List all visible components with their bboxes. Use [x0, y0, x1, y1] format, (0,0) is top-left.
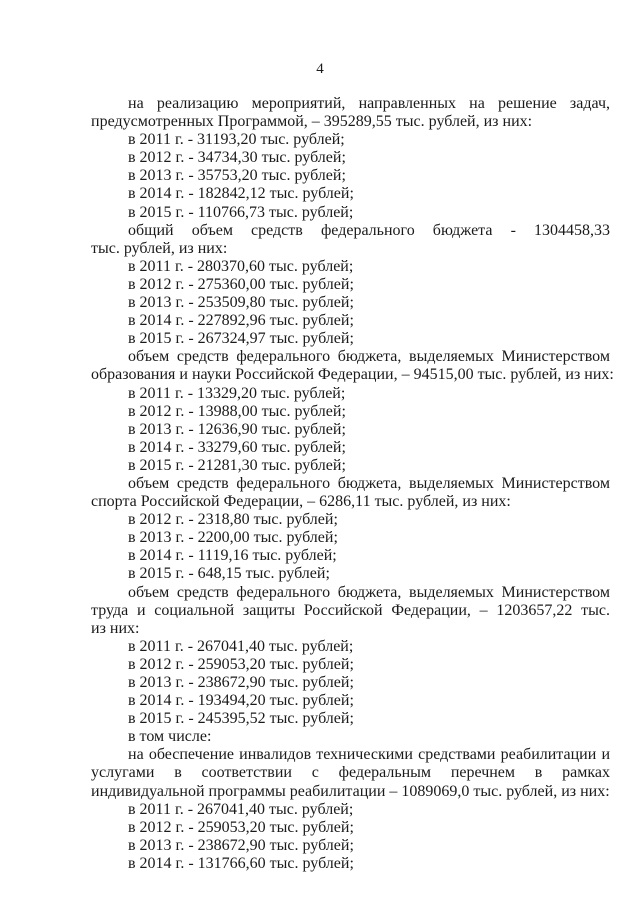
list-item: в 2014 г. - 182842,12 тыс. рублей;	[128, 185, 354, 203]
paragraph-line: индивидуальной программы реабилитации – 1089069,0 тыс. рублей, из них:	[91, 782, 610, 800]
list-item: в 2011 г. - 267041,40 тыс. рублей;	[128, 800, 354, 818]
list-item: в 2011 г. - 31193,20 тыс. рублей;	[128, 131, 345, 149]
list-item: в 2015 г. - 648,15 тыс. рублей;	[128, 565, 330, 583]
paragraph-line: услугами в соответствии с федеральным перечнем в рамках	[91, 764, 610, 782]
paragraph-line: из них:	[91, 619, 140, 637]
list-item: в 2012 г. - 2318,80 тыс. рублей;	[128, 511, 338, 529]
list-item: в 2012 г. - 259053,20 тыс. рублей;	[128, 655, 354, 673]
list-item: в 2014 г. - 193494,20 тыс. рублей;	[128, 692, 354, 710]
list-item: в 2014 г. - 1119,16 тыс. рублей;	[128, 547, 337, 565]
list-item: в 2012 г. - 259053,20 тыс. рублей;	[128, 818, 354, 836]
paragraph-line: общий объем средств федерального бюджета - 1304458,33	[128, 221, 610, 239]
paragraph-line: на обеспечение инвалидов техническими средствами реабилитации и	[128, 746, 610, 764]
list-item: в 2011 г. - 13329,20 тыс. рублей;	[128, 384, 346, 402]
list-item: в 2013 г. - 35753,20 тыс. рублей;	[128, 167, 346, 185]
list-item: в 2014 г. - 227892,96 тыс. рублей;	[128, 312, 354, 330]
list-item: в 2013 г. - 12636,90 тыс. рублей;	[128, 420, 346, 438]
list-item: в 2014 г. - 33279,60 тыс. рублей;	[128, 438, 346, 456]
list-item: в 2012 г. - 13988,00 тыс. рублей;	[128, 402, 346, 420]
list-item: в 2011 г. - 267041,40 тыс. рублей;	[128, 637, 354, 655]
list-item: в 2012 г. - 275360,00 тыс. рублей;	[128, 275, 354, 293]
list-item: в 2013 г. - 238672,90 тыс. рублей;	[128, 836, 354, 854]
paragraph-line: тыс. рублей, из них:	[91, 239, 228, 257]
paragraph-line: труда и социальной защиты Российской Федерации, – 1203657,22 тыс.	[91, 601, 610, 619]
paragraph-line: на реализацию мероприятий, направленных на решение задач,	[128, 95, 610, 112]
list-item: в 2015 г. - 110766,73 тыс. рублей;	[128, 203, 354, 221]
list-item: в 2015 г. - 21281,30 тыс. рублей;	[128, 456, 346, 474]
paragraph-line: объем средств федерального бюджета, выделяемых Министерством	[128, 474, 610, 492]
paragraph-line: объем средств федерального бюджета, выделяемых Министерством	[128, 583, 610, 601]
list-item: в 2013 г. - 2200,00 тыс. рублей;	[128, 529, 338, 547]
paragraph-line: объем средств федерального бюджета, выделяемых Министерством	[128, 348, 610, 366]
list-item: в 2014 г. - 131766,60 тыс. рублей;	[128, 854, 354, 872]
page-number: 4	[316, 61, 324, 77]
paragraph-line: предусмотренных Программой, – 395289,55 тыс. рублей, из них:	[91, 113, 533, 131]
list-item: в 2013 г. - 253509,80 тыс. рублей;	[128, 294, 354, 312]
paragraph-line: в том числе:	[128, 728, 212, 746]
list-item: в 2015 г. - 245395,52 тыс. рублей;	[128, 710, 354, 728]
document-body	[91, 95, 614, 873]
paragraph-line: образования и науки Российской Федерации, – 94515,00 тыс. рублей, из них:	[91, 366, 614, 384]
list-item: в 2011 г. - 280370,60 тыс. рублей;	[128, 257, 354, 275]
list-item: в 2015 г. - 267324,97 тыс. рублей;	[128, 330, 354, 348]
list-item: в 2012 г. - 34734,30 тыс. рублей;	[128, 149, 346, 167]
paragraph-line: спорта Российской Федерации, – 6286,11 тыс. рублей, из них:	[91, 493, 511, 511]
list-item: в 2013 г. - 238672,90 тыс. рублей;	[128, 674, 354, 691]
